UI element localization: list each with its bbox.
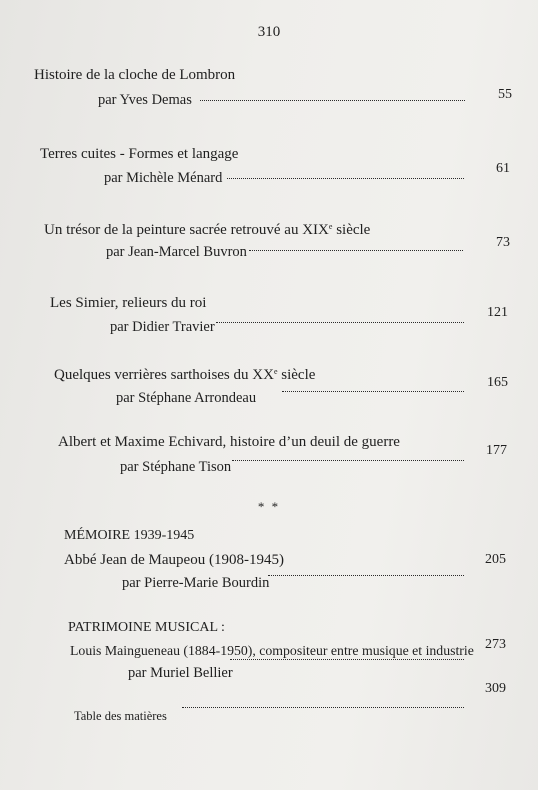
page-number: 310 [257,24,281,40]
entry-page: 273 [485,637,506,652]
entry-author: par Jean-Marcel Buvron [106,244,247,260]
entry-page: 61 [496,161,510,176]
entry-author: par Stéphane Arrondeau [116,390,257,406]
entry-title: Abbé Jean de Maupeou (1908-1945) [64,552,284,568]
entry-page: 55 [498,87,512,102]
entry-page: 165 [487,375,508,390]
dot-leader [182,705,464,708]
table-of-contents-label: Table des matières [74,709,167,723]
dot-leader [249,248,463,251]
dot-leader [230,657,464,660]
dot-leader [200,98,465,101]
entry-title: Albert et Maxime Echivard, histoire d’un deuil de guerre [58,434,400,450]
entry-author: par Pierre-Marie Bourdin [122,575,270,591]
dot-leader [216,320,464,323]
entry-title: Histoire de la cloche de Lombron [34,67,236,83]
entry-author: par Didier Travier [110,319,215,335]
entry-page: 177 [486,443,507,458]
dot-leader [268,573,464,576]
dot-leader [227,176,464,179]
entry-page: 121 [487,305,508,320]
dot-leader [232,458,464,461]
entry-author: par Stéphane Tison [120,459,232,475]
entry-author: par Michèle Ménard [104,170,223,186]
entry-author: par Muriel Bellier [128,665,233,681]
entry-page: 205 [485,552,506,567]
entry-title: Terres cuites - Formes et langage [40,146,239,162]
dot-leader [282,389,464,392]
entry-page: 309 [485,681,506,696]
entry-title: Un trésor de la peinture sacrée retrouvé au XIXe siècle [44,222,371,238]
entry-title: Quelques verrières sarthoises du XXe siècle [54,367,316,383]
entry-title: Les Simier, relieurs du roi [50,295,207,311]
section-heading: PATRIMOINE MUSICAL : [68,620,225,635]
entry-title: Louis Maingueneau (1884-1950), compositeur entre musique et industrie [70,643,474,658]
entry-author: par Yves Demas [98,92,192,108]
section-separator: * * [257,499,281,514]
section-heading: MÉMOIRE 1939-1945 [64,528,195,543]
entry-page: 73 [496,235,510,250]
